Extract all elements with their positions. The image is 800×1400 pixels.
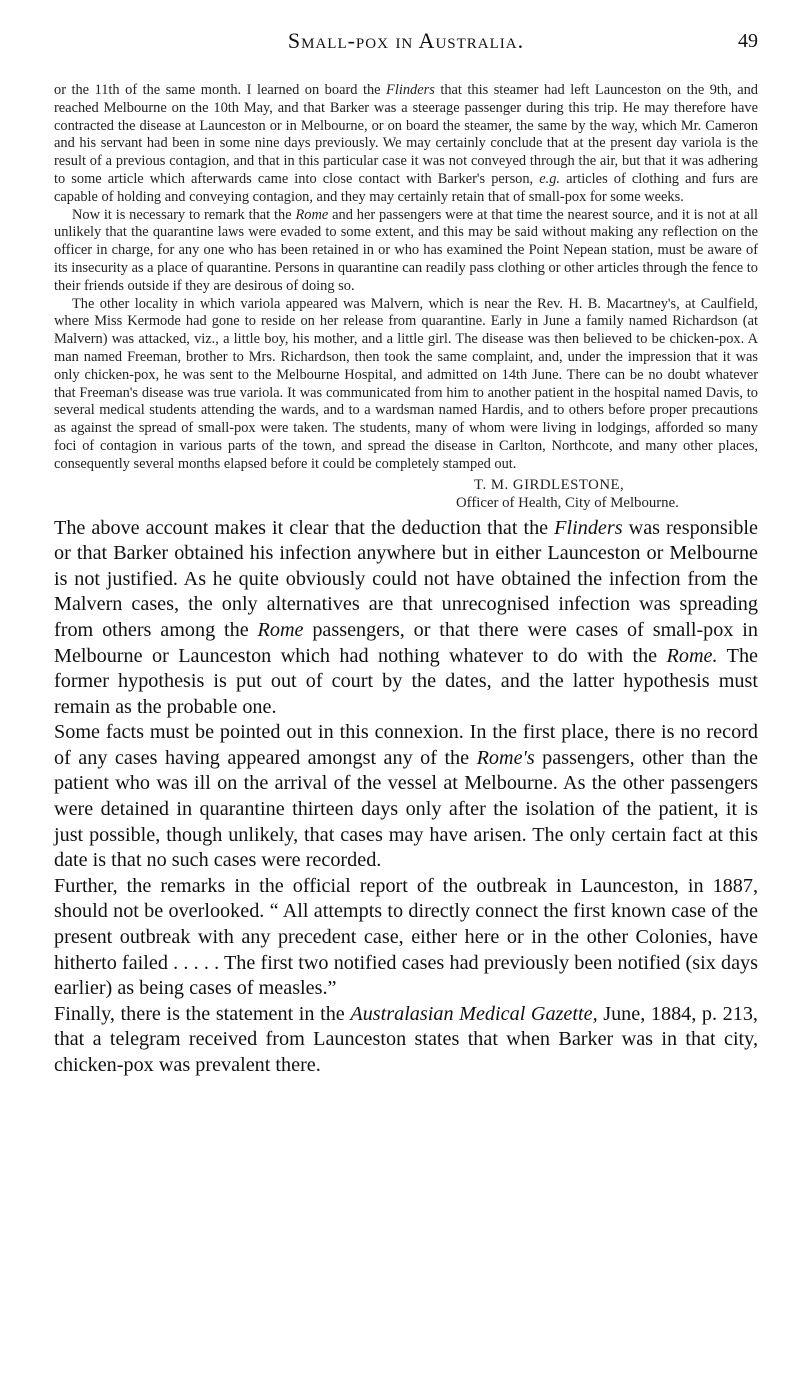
page-number: 49 <box>738 30 758 52</box>
commentary <box>54 516 758 1079</box>
quoted-report <box>54 82 758 512</box>
text-run: was responsible or that Barker obtained his infection anywhere but in either Launceston or Melbourne is not justified. As he quite obviously could not have obtained the infection from the Malvern cases, the only alternatives are that unrecognised infection was spreading from others among the <box>54 516 758 641</box>
text-run: Now it is necessary to remark that the <box>72 206 296 223</box>
report-paragraph <box>54 296 758 474</box>
italic-text: Flinders <box>554 516 623 539</box>
text-run: passengers, or that there were cases of small-pox in Melbourne or Launceston which had nothing whatever to do with the <box>54 618 758 667</box>
commentary-paragraph <box>54 516 758 721</box>
signature-title: Officer of Health, City of Melbourne. <box>456 494 679 511</box>
text-run: Some facts must be pointed out in this connexion. In the first place, there is no record of any cases having appeared amongst any of the <box>54 721 758 769</box>
text-run: passengers, other than the patient who was ill on the arrival of the vessel at Melbourne. As the other passengers were detained in quarantine thirteen days only after the isolation of the patient, it is just possible, though unlikely, that cases may have arisen. The only certain fact at this date is that no such cases were recorded. <box>54 746 758 872</box>
italic-text: Rome. <box>666 644 718 667</box>
signature-name: T. M. GIRDLESTONE, <box>474 476 625 493</box>
italic-text: Australasian Medical Gazette, <box>350 1002 598 1025</box>
signature-block <box>54 476 758 512</box>
book-page <box>0 28 800 1400</box>
italic-text: Flinders <box>386 82 435 98</box>
text-run: and her passengers were at that time the nearest source, and it is not at all unlikely that the quarantine laws were evaded to some extent, and this may be said without making any reflection on the officer in charge, for any one who has been retained in or who has examined the Point Nepean station, must be aware of its insecurity as a place of quarantine. Persons in quarantine can readily pass clothing or other articles through the fence to their friends outside if they are desirous of doing so. <box>54 206 758 294</box>
italic-text: Rome <box>295 206 329 223</box>
running-head <box>54 28 758 68</box>
running-title: Small-pox in Australia. <box>287 28 525 53</box>
report-paragraph <box>54 82 758 207</box>
text-run: June, 1884, p. 213, that a telegram received from Launceston states that when Barker was in that city, chicken-pox was prevalent there. <box>54 1002 758 1076</box>
text-run: articles of clothing and furs are capable of holding and conveying contagion, and they may certainly retain that of small-pox for some weeks. <box>54 170 758 205</box>
commentary-paragraph <box>54 720 758 874</box>
text-run: The other locality in which variola appeared was Malvern, which is near the Rev. H. B. Macartney's, at Caulfield, where Miss Kermode had gone to reside on her release from quarantine. Early in June a family named Richardson (at Malvern) was attacked, viz., a little boy, his mother, and a little girl. The disease was then believed to be chicken-pox. A man named Freeman, brother to Mrs. Richardson, then took the same complaint, and, under the impression that it was only chicken-pox, he was sent to the Melbourne Hospital, and admitted on 14th June. There can be no doubt whatever that Freeman's disease was true variola. It was communicated from him to another patient in the hospital named Davis, to several medical students attending the wards, and to a wardsman named Hardis, and to others before proper precautions as against the spread of small-pox were taken. The students, many of whom were living in lodgings, afforded so many foci of contagion in various parts of the town, and spread the disease in Carlton, Northcote, and many other places, consequently several months elapsed before it could be completely stamped out. <box>54 295 758 472</box>
text-run: The above account makes it clear that the deduction that the <box>54 516 555 539</box>
italic-text: Rome's <box>476 746 535 769</box>
report-paragraph <box>54 207 758 296</box>
text-run: Further, the remarks in the official report of the outbreak in Launceston, in 1887, should not be overlooked. “ All attempts to directly connect the first known case of the present outbreak with any precedent case, either here or in the other Colonies, have hitherto failed . . . . . The first two notified cases had previously been notified (six days earlier) as being cases of measles.” <box>54 874 758 1000</box>
text-run: that this steamer had left Launceston on the 9th, and reached Melbourne on the 10th May, and that Barker was a steerage passenger during this trip. He may therefore have contracted the disease at Launceston or in Melbourne, or on board the steamer, the same by the way, which Mr. Cameron and his servant had been in some nine days previously. We may certainly conclude that at the present day variola is the result of a previous contagion, and that in this particular case it was not conveyed through the air, but that it was adhering to some article which afterwards came into close contact with Barker's person, <box>54 82 758 187</box>
text-run: Finally, there is the statement in the <box>54 1002 351 1025</box>
commentary-paragraph <box>54 1002 758 1079</box>
text-run: The former hypothesis is put out of court by the dates, and the latter hypothesis must remain as the probable one. <box>54 644 758 718</box>
italic-text: Rome <box>257 618 304 641</box>
italic-text: e.g. <box>539 170 561 187</box>
commentary-paragraph <box>54 874 758 1002</box>
text-run: or the 11th of the same month. I learned on board the <box>54 82 387 98</box>
